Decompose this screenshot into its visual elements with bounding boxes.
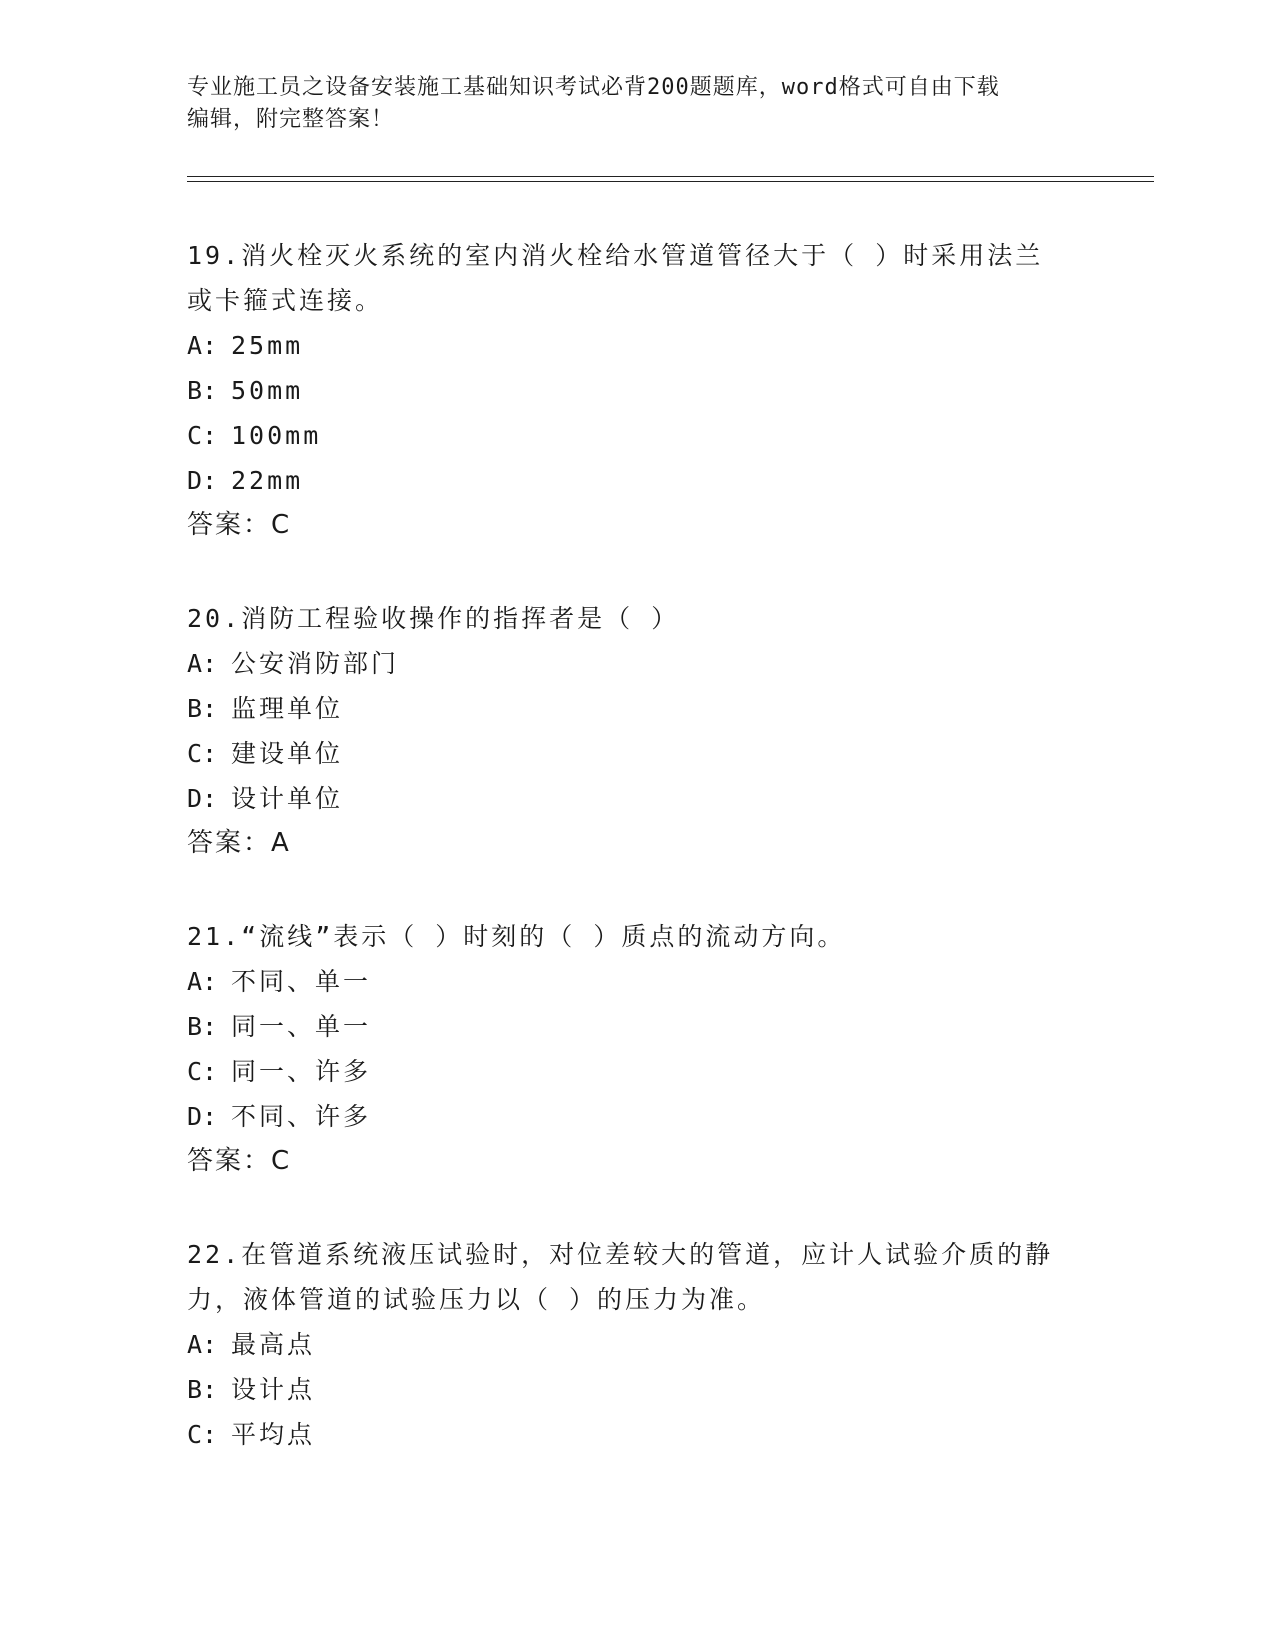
answer-line: 答案：A: [187, 828, 291, 858]
option-c: [187, 1412, 1087, 1457]
question-stem-line: 19.消火栓灭火系统的室内消火栓给水管道管径大于（ ）时采用法兰: [187, 241, 1044, 270]
answer-line: 答案：C: [187, 510, 292, 540]
option-text: 设计点: [231, 1375, 316, 1404]
question-19: [187, 233, 1087, 548]
option-text: 同一、许多: [231, 1057, 372, 1086]
option-label: D:: [187, 1102, 218, 1131]
answer-line: 答案：C: [187, 1146, 292, 1176]
option-text: 最高点: [231, 1330, 316, 1359]
option-d: [187, 458, 1087, 503]
option-label: C:: [187, 421, 218, 450]
option-d: [187, 1094, 1087, 1139]
option-text: 不同、许多: [231, 1102, 372, 1131]
option-c: [187, 1049, 1087, 1094]
option-text: 平均点: [231, 1420, 316, 1449]
question-stem-line: 力，液体管道的试验压力以（ ）的压力为准。: [187, 1285, 766, 1314]
document-header: [187, 72, 1087, 136]
option-text: 22mm: [231, 466, 304, 495]
option-a: [187, 1322, 1087, 1367]
question-20: [187, 596, 1087, 866]
option-text: 50mm: [231, 376, 304, 405]
option-text: 25mm: [231, 331, 304, 360]
option-d: [187, 776, 1087, 821]
header-line-1: 专业施工员之设备安装施工基础知识考试必背200题题库，word格式可自由下载: [187, 75, 1000, 100]
option-text: 监理单位: [231, 694, 344, 723]
header-rule-bottom: [187, 181, 1154, 182]
question-stem-line: 或卡箍式连接。: [187, 286, 384, 315]
option-label: C:: [187, 1057, 218, 1086]
header-line-2: 编辑，附完整答案！: [187, 107, 395, 132]
option-a: [187, 323, 1087, 368]
option-label: D:: [187, 784, 218, 813]
option-label: A:: [187, 331, 218, 360]
question-22: [187, 1232, 1087, 1457]
option-a: [187, 959, 1087, 1004]
option-c: [187, 413, 1087, 458]
option-label: C:: [187, 1420, 218, 1449]
option-b: [187, 1367, 1087, 1412]
option-label: A:: [187, 967, 218, 996]
option-label: D:: [187, 466, 218, 495]
question-stem-line: 20.消防工程验收操作的指挥者是（ ）: [187, 604, 680, 633]
option-text: 设计单位: [231, 784, 344, 813]
option-text: 不同、单一: [231, 967, 372, 996]
option-text: 同一、单一: [231, 1012, 372, 1041]
option-label: C:: [187, 739, 218, 768]
question-21: [187, 914, 1087, 1184]
option-label: B:: [187, 694, 218, 723]
option-b: [187, 368, 1087, 413]
option-b: [187, 1004, 1087, 1049]
question-stem-line: 21.“流线”表示（ ）时刻的（ ）质点的流动方向。: [187, 922, 846, 951]
option-text: 公安消防部门: [231, 649, 400, 678]
option-text: 100mm: [231, 421, 322, 450]
question-stem-line: 22.在管道系统液压试验时，对位差较大的管道，应计人试验介质的静: [187, 1240, 1054, 1269]
option-label: B:: [187, 1375, 218, 1404]
option-a: [187, 641, 1087, 686]
option-label: A:: [187, 1330, 218, 1359]
option-b: [187, 686, 1087, 731]
option-label: B:: [187, 1012, 218, 1041]
header-rule-top: [187, 176, 1154, 177]
option-c: [187, 731, 1087, 776]
option-label: B:: [187, 376, 218, 405]
option-text: 建设单位: [231, 739, 344, 768]
option-label: A:: [187, 649, 218, 678]
